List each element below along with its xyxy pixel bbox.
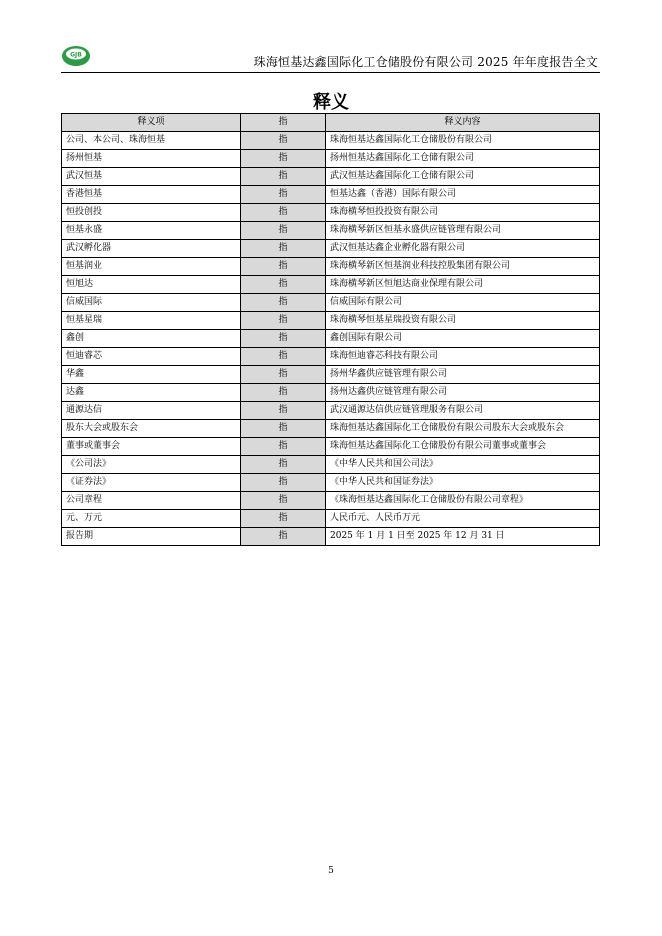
ref-cell: 指 <box>241 420 326 438</box>
table-row <box>62 222 600 240</box>
term-cell: 扬州恒基 <box>62 150 241 168</box>
ref-cell: 指 <box>241 132 326 150</box>
table-row <box>62 150 600 168</box>
meaning-cell: 珠海横琴新区恒旭达商业保理有限公司 <box>326 276 600 294</box>
term-cell: 董事或董事会 <box>62 438 241 456</box>
ref-cell: 指 <box>241 186 326 204</box>
table-row <box>62 438 600 456</box>
meaning-cell: 武汉通源达信供应链管理服务有限公司 <box>326 402 600 420</box>
term-cell: 公司章程 <box>62 492 241 510</box>
term-cell: 达鑫 <box>62 384 241 402</box>
term-cell: 恒迪睿芯 <box>62 348 241 366</box>
ref-cell: 指 <box>241 168 326 186</box>
table-row <box>62 456 600 474</box>
logo-text: GJB <box>70 51 82 59</box>
meaning-cell: 《珠海恒基达鑫国际化工仓储股份有限公司章程》 <box>326 492 600 510</box>
ref-cell: 指 <box>241 438 326 456</box>
meaning-cell: 扬州华鑫供应链管理有限公司 <box>326 366 600 384</box>
term-cell: 股东大会或股东会 <box>62 420 241 438</box>
table-row <box>62 294 600 312</box>
meaning-cell: 《中华人民共和国公司法》 <box>326 456 600 474</box>
table-row <box>62 330 600 348</box>
table-row <box>62 132 600 150</box>
term-cell: 通源达信 <box>62 402 241 420</box>
meaning-cell: 《中华人民共和国证券法》 <box>326 474 600 492</box>
term-cell: 华鑫 <box>62 366 241 384</box>
table-row <box>62 366 600 384</box>
ref-cell: 指 <box>241 222 326 240</box>
table-row <box>62 258 600 276</box>
ref-cell: 指 <box>241 510 326 528</box>
ref-cell: 指 <box>241 276 326 294</box>
term-cell: 恒基星瑞 <box>62 312 241 330</box>
table-row <box>62 492 600 510</box>
term-cell: 恒基润业 <box>62 258 241 276</box>
header-divider <box>61 72 600 73</box>
table-row <box>62 384 600 402</box>
ref-cell: 指 <box>241 474 326 492</box>
table-row <box>62 420 600 438</box>
table-row <box>62 312 600 330</box>
ref-cell: 指 <box>241 402 326 420</box>
term-cell: 公司、本公司、珠海恒基 <box>62 132 241 150</box>
table-row <box>62 204 600 222</box>
company-logo-icon <box>61 45 91 67</box>
ref-cell: 指 <box>241 204 326 222</box>
table-row <box>62 402 600 420</box>
table-row <box>62 186 600 204</box>
table-row <box>62 240 600 258</box>
meaning-cell: 武汉恒基达鑫国际化工仓储有限公司 <box>326 168 600 186</box>
ref-cell: 指 <box>241 240 326 258</box>
meaning-cell: 珠海恒基达鑫国际化工仓储股份有限公司董事或董事会 <box>326 438 600 456</box>
ref-cell: 指 <box>241 312 326 330</box>
term-cell: 恒旭达 <box>62 276 241 294</box>
ref-cell: 指 <box>241 456 326 474</box>
table-row <box>62 168 600 186</box>
term-cell: 鑫创 <box>62 330 241 348</box>
term-cell: 《证券法》 <box>62 474 241 492</box>
term-cell: 报告期 <box>62 528 241 546</box>
table-row <box>62 348 600 366</box>
term-cell: 武汉孵化器 <box>62 240 241 258</box>
column-header-term: 释义项 <box>62 114 241 132</box>
meaning-cell: 珠海横琴新区恒基润业科技控股集团有限公司 <box>326 258 600 276</box>
table-row <box>62 276 600 294</box>
page-title: 释义 <box>313 92 349 113</box>
meaning-cell: 珠海横琴恒投投资有限公司 <box>326 204 600 222</box>
term-cell: 恒基永盛 <box>62 222 241 240</box>
ref-cell: 指 <box>241 384 326 402</box>
ref-cell: 指 <box>241 294 326 312</box>
column-header-ref: 指 <box>241 114 326 132</box>
meaning-cell: 珠海恒基达鑫国际化工仓储股份有限公司股东大会或股东会 <box>326 420 600 438</box>
table-row <box>62 510 600 528</box>
meaning-cell: 扬州达鑫供应链管理有限公司 <box>326 384 600 402</box>
definitions-table <box>61 113 600 546</box>
meaning-cell: 信威国际有限公司 <box>326 294 600 312</box>
term-cell: 香港恒基 <box>62 186 241 204</box>
meaning-cell: 武汉恒基达鑫企业孵化器有限公司 <box>326 240 600 258</box>
ref-cell: 指 <box>241 366 326 384</box>
table-header-row <box>62 114 600 132</box>
meaning-cell: 珠海恒迪睿芯科技有限公司 <box>326 348 600 366</box>
table-row <box>62 474 600 492</box>
meaning-cell: 恒基达鑫（香港）国际有限公司 <box>326 186 600 204</box>
ref-cell: 指 <box>241 528 326 546</box>
meaning-cell: 扬州恒基达鑫国际化工仓储有限公司 <box>326 150 600 168</box>
column-header-meaning: 释义内容 <box>326 114 600 132</box>
meaning-cell: 珠海恒基达鑫国际化工仓储股份有限公司 <box>326 132 600 150</box>
term-cell: 武汉恒基 <box>62 168 241 186</box>
header-title: 珠海恒基达鑫国际化工仓储股份有限公司 2025 年年度报告全文 <box>253 55 598 69</box>
term-cell: 信威国际 <box>62 294 241 312</box>
meaning-cell: 鑫创国际有限公司 <box>326 330 600 348</box>
ref-cell: 指 <box>241 258 326 276</box>
meaning-cell: 珠海横琴恒基星瑞投资有限公司 <box>326 312 600 330</box>
ref-cell: 指 <box>241 492 326 510</box>
page-number: 5 <box>328 866 334 876</box>
term-cell: 《公司法》 <box>62 456 241 474</box>
ref-cell: 指 <box>241 150 326 168</box>
term-cell: 元、万元 <box>62 510 241 528</box>
meaning-cell: 珠海横琴新区恒基永盛供应链管理有限公司 <box>326 222 600 240</box>
ref-cell: 指 <box>241 348 326 366</box>
table-row <box>62 528 600 546</box>
meaning-cell: 2025 年 1 月 1 日至 2025 年 12 月 31 日 <box>326 528 600 546</box>
ref-cell: 指 <box>241 330 326 348</box>
meaning-cell: 人民币元、人民币万元 <box>326 510 600 528</box>
term-cell: 恒投创投 <box>62 204 241 222</box>
